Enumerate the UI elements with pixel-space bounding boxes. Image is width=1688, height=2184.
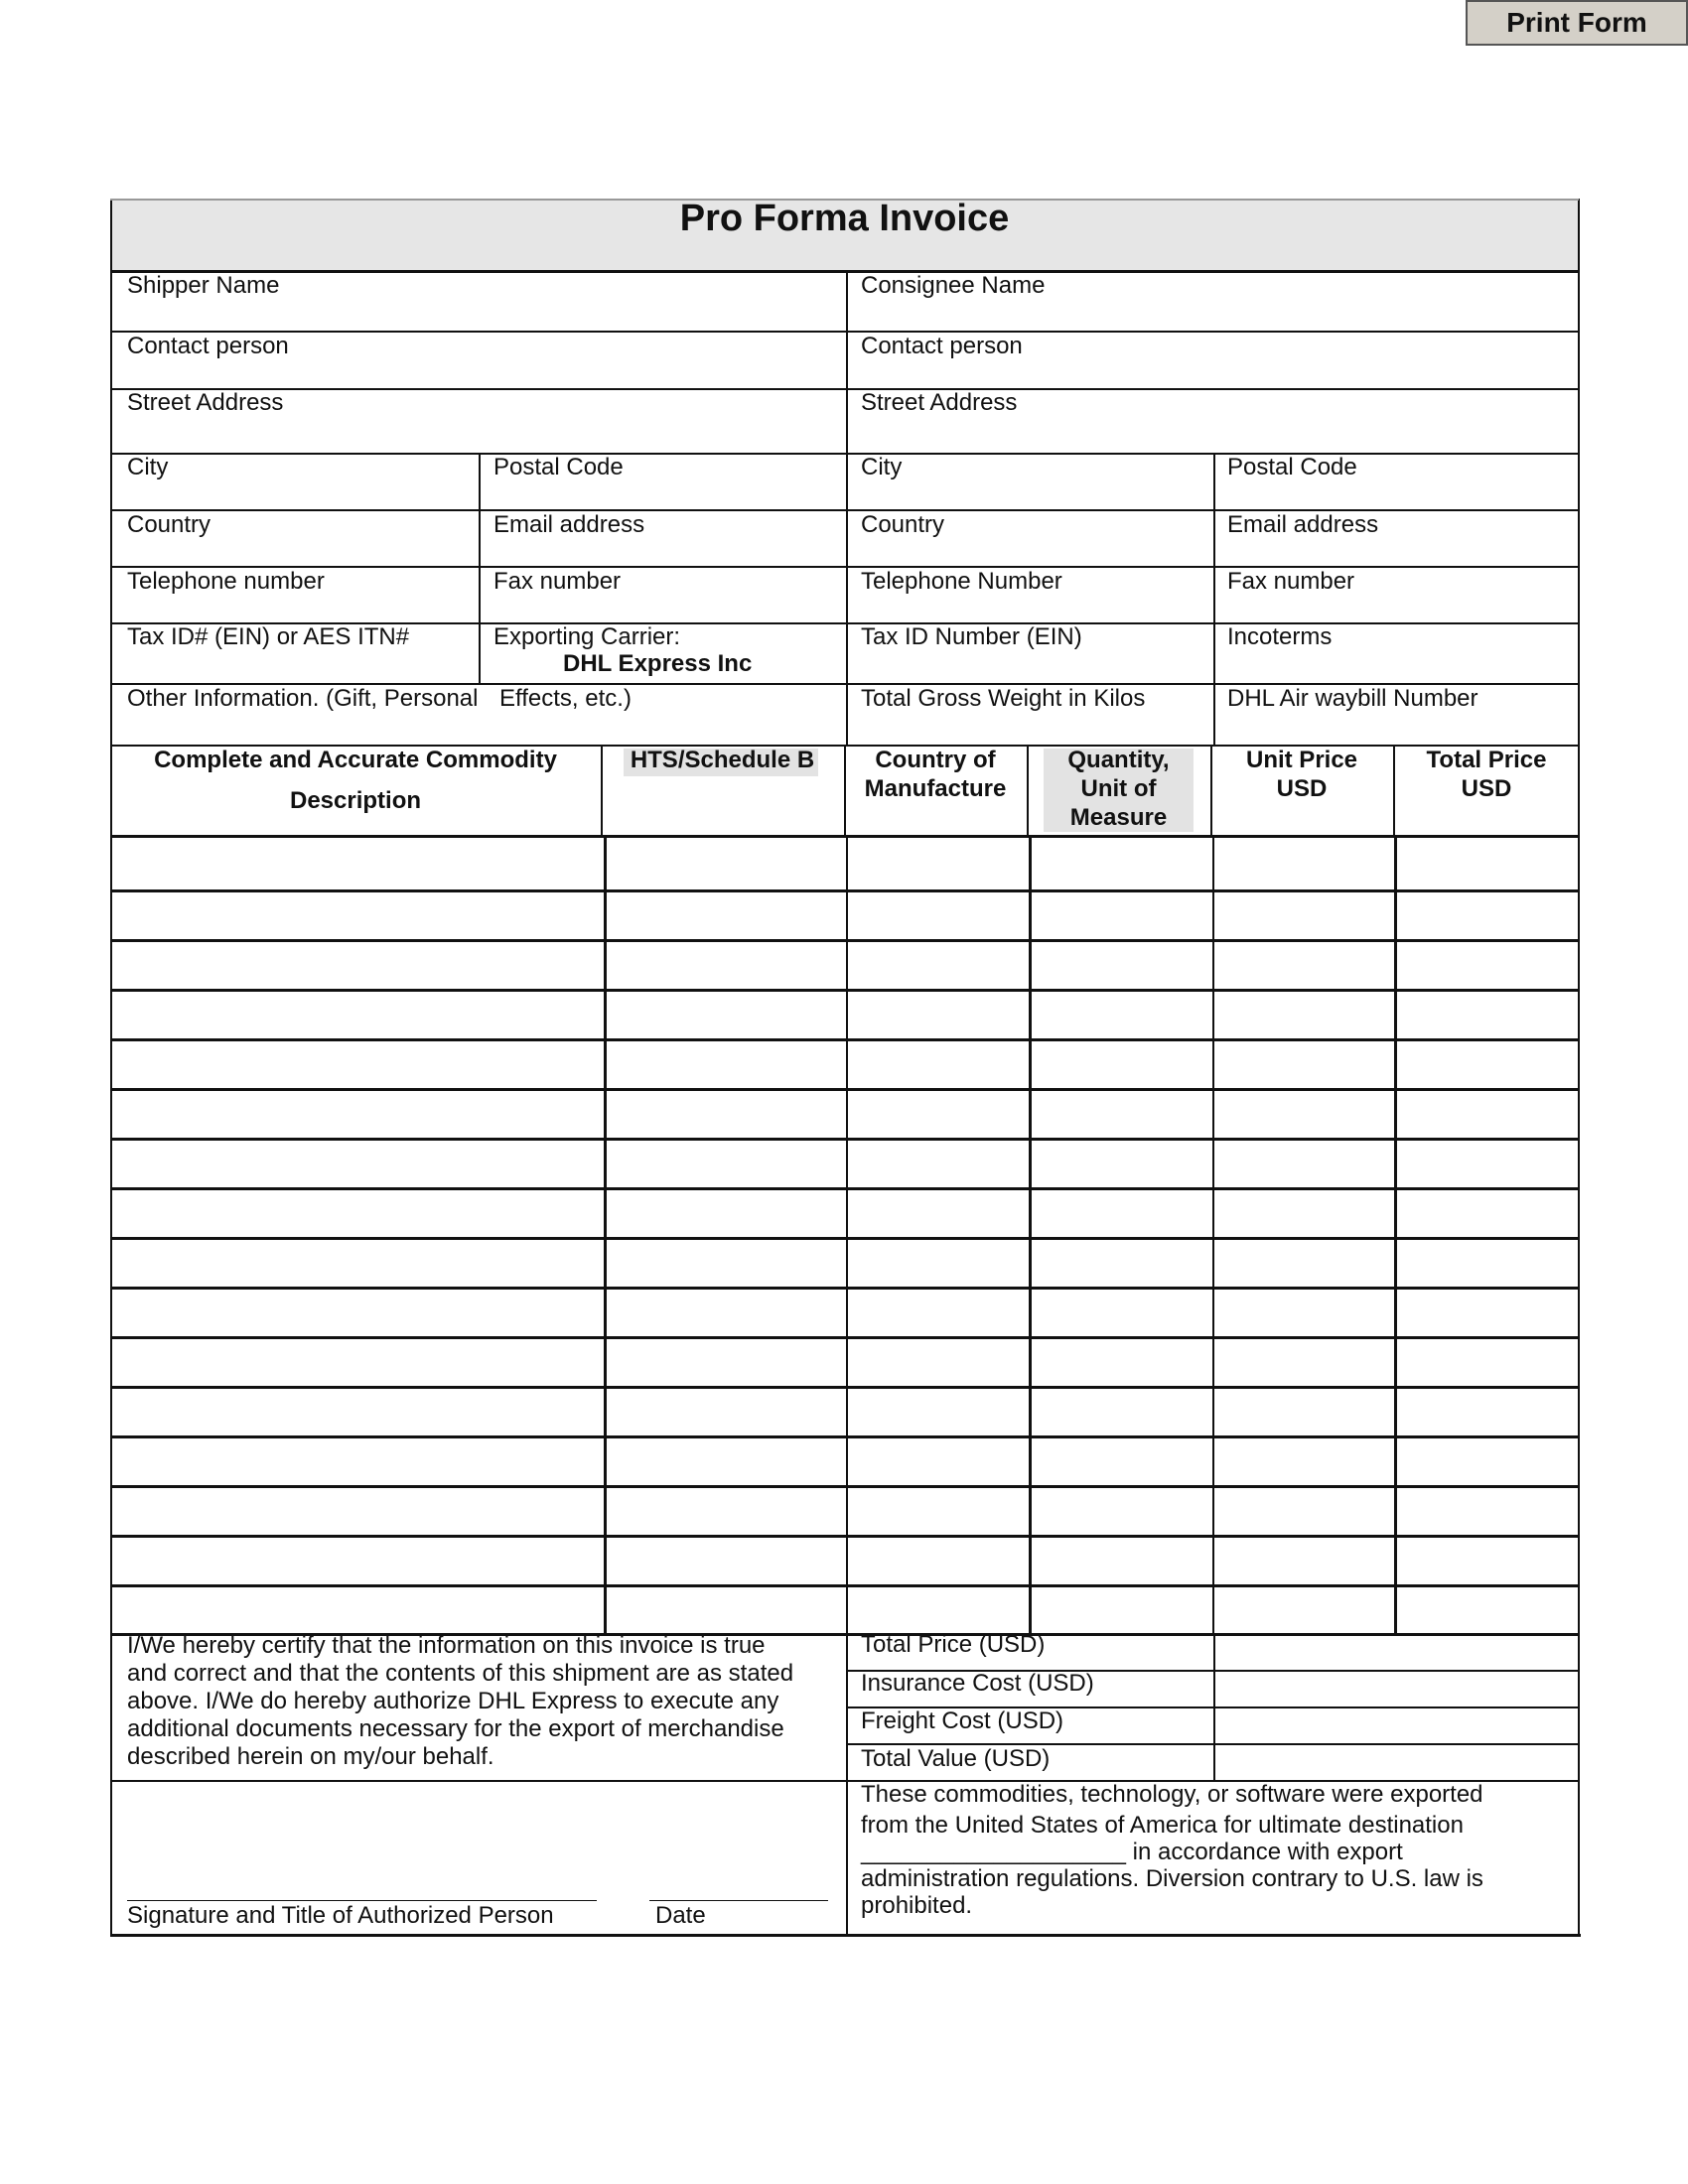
signature-line xyxy=(127,1900,597,1901)
shipper-city-label: City xyxy=(127,454,169,480)
hline xyxy=(110,270,1579,273)
consignee-country-label: Country xyxy=(861,511,945,538)
shipper-email-label: Email address xyxy=(493,511,645,538)
export-line: prohibited. xyxy=(861,1892,973,1919)
vline xyxy=(846,835,848,1633)
table-row xyxy=(110,989,1579,992)
consignee-street-label: Street Address xyxy=(861,389,1018,416)
hline xyxy=(110,566,1579,568)
vline xyxy=(1394,835,1397,1633)
table-row xyxy=(110,1336,1579,1339)
shipper-contact-label: Contact person xyxy=(127,333,289,359)
consignee-postal-label: Postal Code xyxy=(1227,454,1357,480)
hts-header: HTS/Schedule B xyxy=(630,747,815,773)
air-waybill-label: DHL Air waybill Number xyxy=(1227,685,1478,712)
table-row xyxy=(110,939,1579,942)
total-price-header: Total Price xyxy=(1426,747,1547,773)
country-manufacture-header: Country of xyxy=(875,747,996,773)
certification-text xyxy=(127,1632,842,1771)
date-label: Date xyxy=(655,1902,706,1929)
vline xyxy=(1212,835,1214,1633)
export-line: ____________________ in accordance with export xyxy=(861,1839,1403,1865)
vline xyxy=(479,453,481,683)
vline xyxy=(846,1633,848,1936)
table-row xyxy=(110,889,1579,892)
hline xyxy=(110,453,1579,455)
consignee-name-label: Consignee Name xyxy=(861,272,1046,299)
insurance-cost-label: Insurance Cost (USD) xyxy=(861,1670,1094,1697)
export-line: administration regulations. Diversion contrary to U.S. law is xyxy=(861,1865,1483,1892)
consignee-email-label: Email address xyxy=(1227,511,1379,538)
table-row xyxy=(110,1038,1579,1041)
exporting-carrier-value: DHL Express Inc xyxy=(563,650,753,677)
hline xyxy=(110,388,1579,390)
table-row xyxy=(110,1287,1579,1290)
freight-cost-label: Freight Cost (USD) xyxy=(861,1707,1064,1734)
unit-price-header: Unit Price xyxy=(1245,747,1358,773)
table-row xyxy=(110,1187,1579,1190)
shipper-fax-label: Fax number xyxy=(493,568,622,595)
frame-left xyxy=(110,199,112,1936)
export-line: These commodities, technology, or software were exported xyxy=(861,1781,1483,1808)
total-price-label: Total Price (USD) xyxy=(861,1631,1046,1658)
commodity-desc-header: Complete and Accurate Commodity xyxy=(154,747,557,773)
quantity-header-line3: Measure xyxy=(1069,804,1168,831)
shipper-taxid-label: Tax ID# (EIN) or AES ITN# xyxy=(127,623,410,650)
page-title: Pro Forma Invoice xyxy=(679,198,1010,239)
vline xyxy=(1213,453,1215,745)
exporting-carrier-label: Exporting Carrier: xyxy=(493,623,681,650)
table-row xyxy=(110,1535,1579,1538)
certification-line: I/We hereby certify that the information on this invoice is true xyxy=(127,1632,766,1659)
shipper-telephone-label: Telephone number xyxy=(127,568,325,595)
incoterms-label: Incoterms xyxy=(1227,623,1333,650)
export-statement xyxy=(861,1781,1576,1919)
shipper-street-label: Street Address xyxy=(127,389,284,416)
print-form-button[interactable]: Print Form xyxy=(1466,0,1688,46)
table-row xyxy=(110,1138,1579,1141)
consignee-city-label: City xyxy=(861,454,903,480)
certification-line: additional documents necessary for the export of merchandise xyxy=(127,1715,784,1742)
frame-top xyxy=(110,199,1579,201)
signature-label: Signature and Title of Authorized Person xyxy=(127,1902,554,1929)
shipper-postal-label: Postal Code xyxy=(493,454,624,480)
table-row xyxy=(110,1386,1579,1389)
commodity-desc-header-line2: Description xyxy=(289,787,422,814)
certification-line: and correct and that the contents of this shipment are as stated xyxy=(127,1660,794,1687)
table-row xyxy=(110,1584,1579,1587)
consignee-contact-label: Contact person xyxy=(861,333,1023,359)
hline xyxy=(110,331,1579,333)
shipper-name-label: Shipper Name xyxy=(127,272,280,299)
certification-line: above. I/We do hereby authorize DHL Express to execute any xyxy=(127,1688,779,1714)
other-info-label-cont: Effects, etc.) xyxy=(499,685,632,712)
table-row xyxy=(110,1435,1579,1438)
frame-right xyxy=(1578,199,1580,1936)
other-info-label: Other Information. (Gift, Personal xyxy=(127,685,479,712)
hline xyxy=(110,835,1579,838)
export-line: from the United States of America for ultimate destination xyxy=(861,1812,1464,1839)
quantity-header-line2: Unit of xyxy=(1080,775,1157,802)
country-manufacture-header-line2: Manufacture xyxy=(864,775,1007,802)
total-price-header-line2: USD xyxy=(1461,775,1512,802)
gross-weight-label: Total Gross Weight in Kilos xyxy=(861,685,1146,712)
total-value-label: Total Value (USD) xyxy=(861,1745,1051,1772)
table-row xyxy=(110,1485,1579,1488)
certification-line: described herein on my/our behalf. xyxy=(127,1743,494,1770)
vline xyxy=(604,835,607,1633)
date-line xyxy=(649,1900,828,1901)
consignee-fax-label: Fax number xyxy=(1227,568,1355,595)
vline xyxy=(1029,835,1032,1633)
shipper-country-label: Country xyxy=(127,511,211,538)
unit-price-header-line2: USD xyxy=(1276,775,1328,802)
vline xyxy=(846,270,848,745)
consignee-telephone-label: Telephone Number xyxy=(861,568,1062,595)
table-row xyxy=(110,1237,1579,1240)
consignee-taxid-label: Tax ID Number (EIN) xyxy=(861,623,1082,650)
quantity-header: Quantity, xyxy=(1067,747,1170,773)
frame-bottom xyxy=(110,1934,1581,1937)
table-row xyxy=(110,1088,1579,1091)
